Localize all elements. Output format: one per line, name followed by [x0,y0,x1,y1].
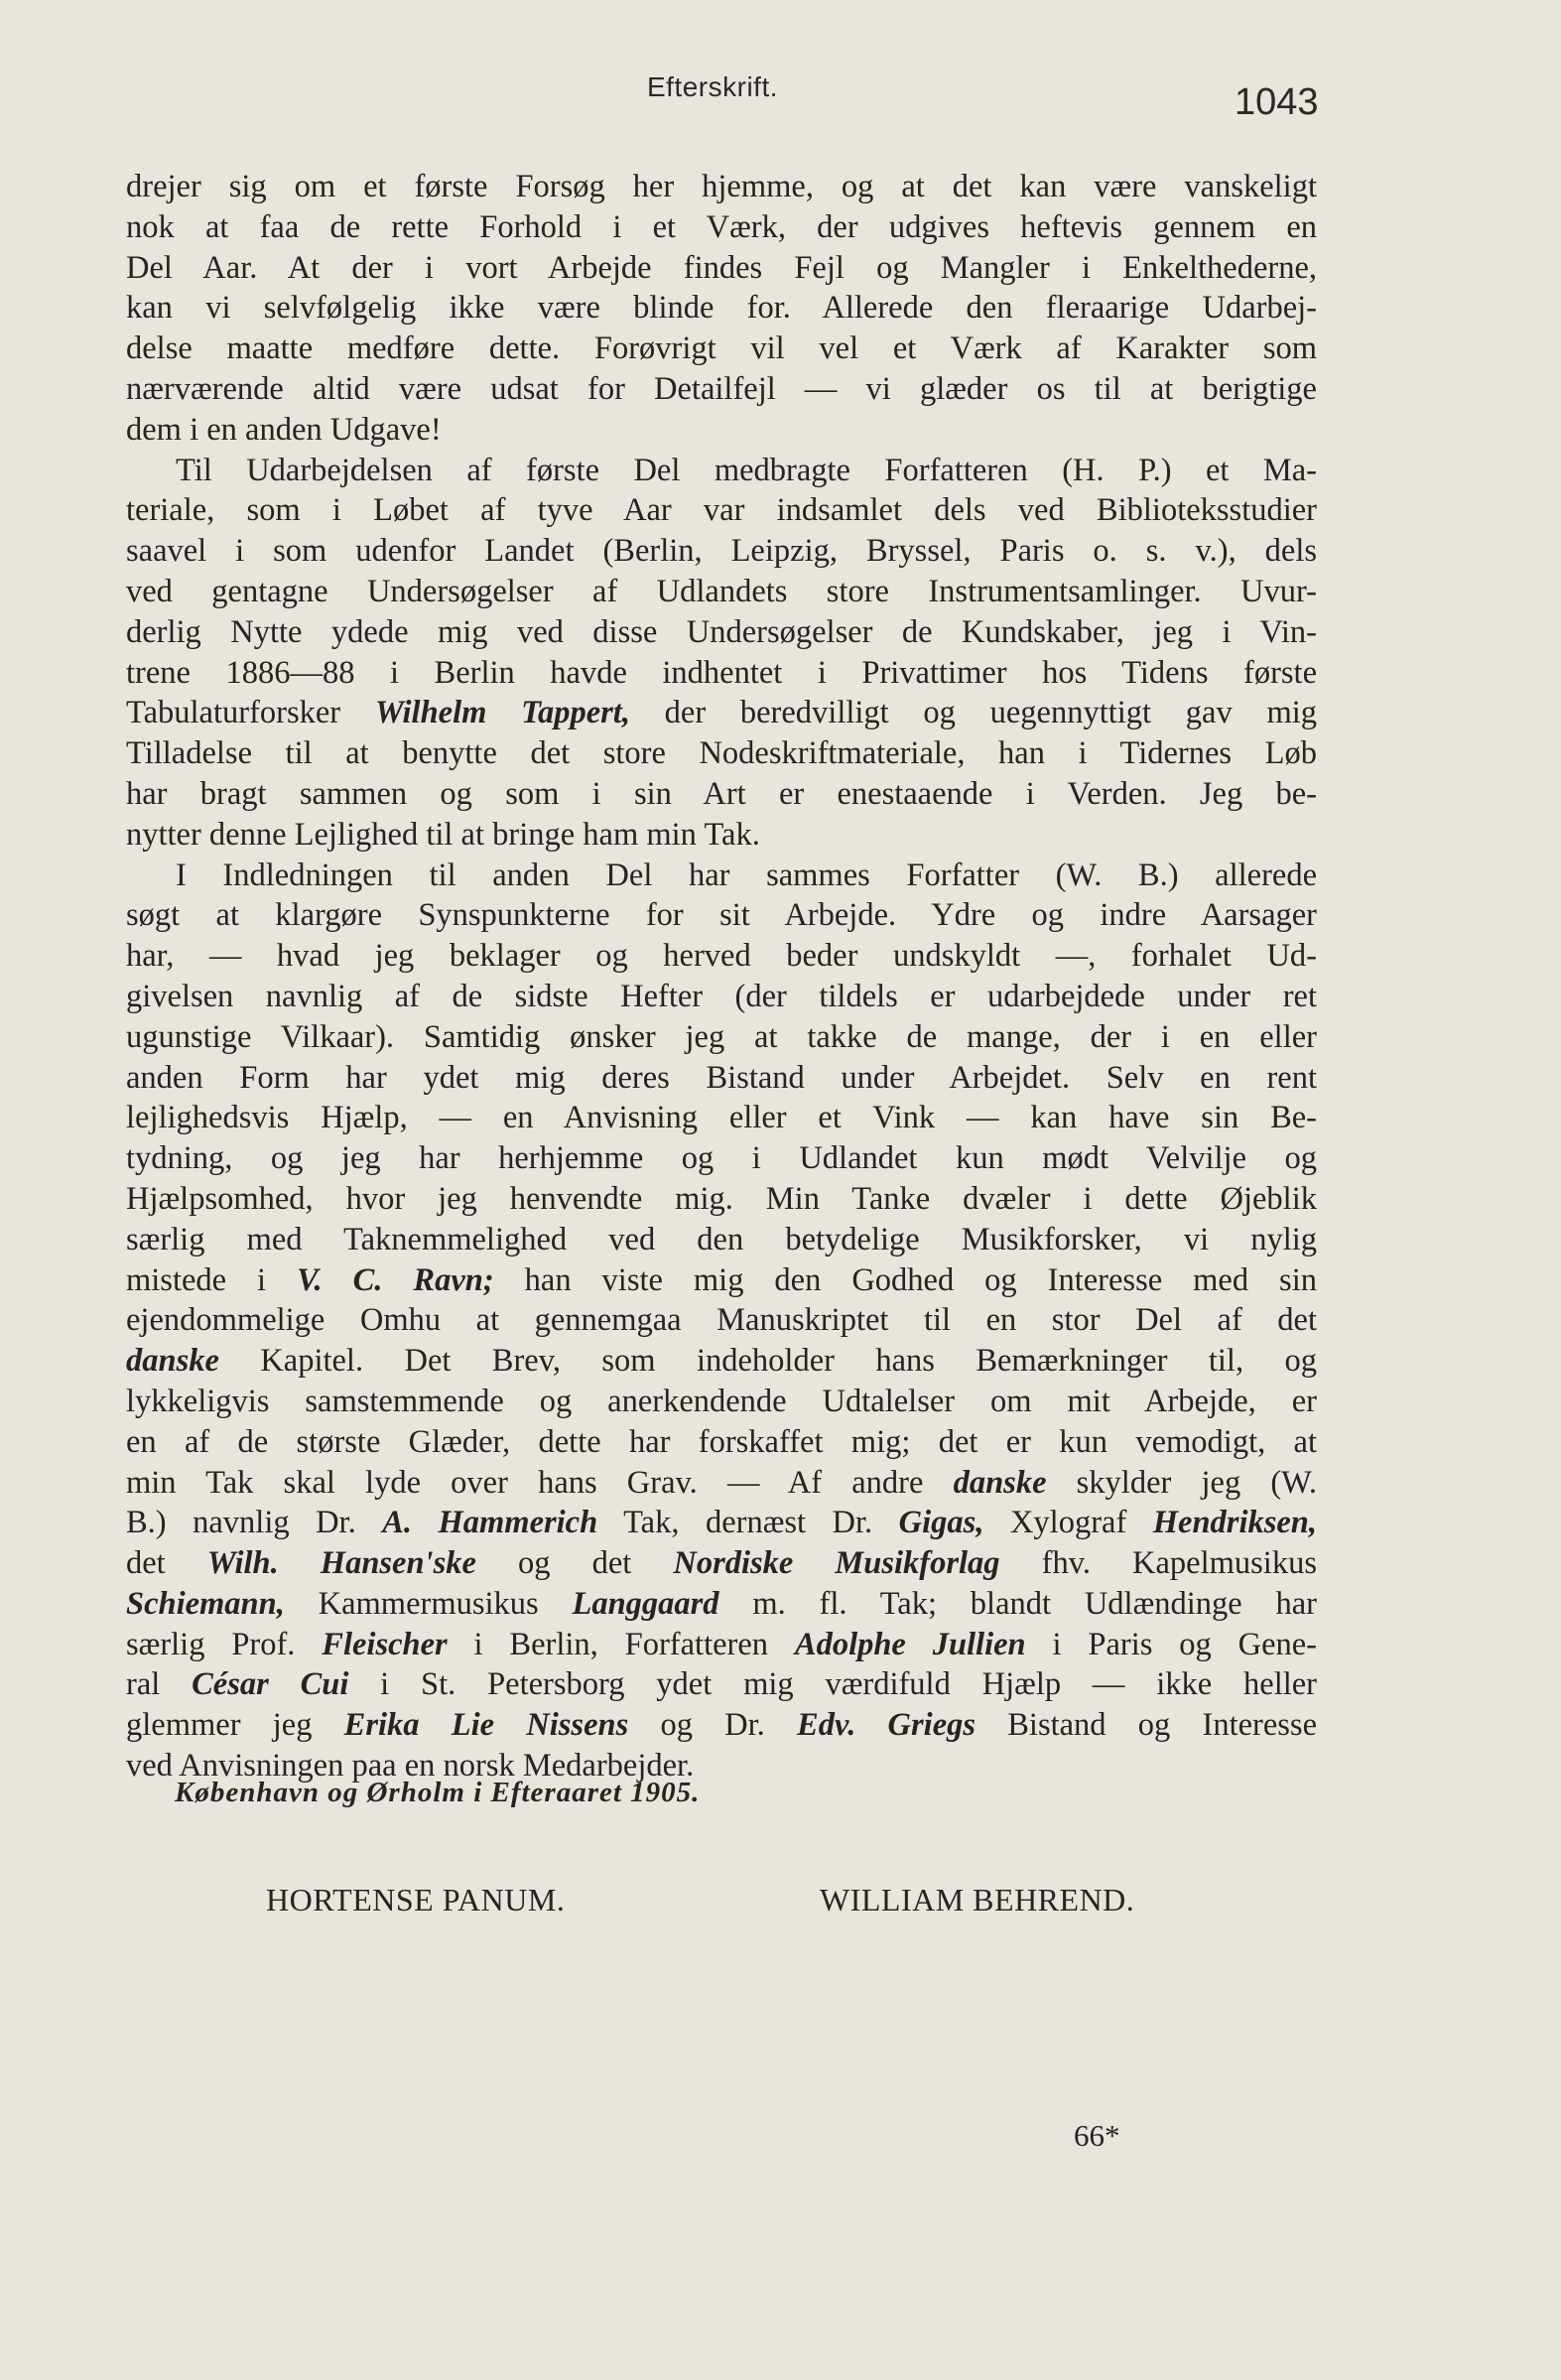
text-line: B.) navnlig Dr. A. Hammerich Tak, dernæst Dr. Gigas, Xylograf Hendriksen, [126,1505,1317,1541]
text-line: har, — hvad jeg beklager og herved beder undskyldt —, forhalet Ud- [126,938,1317,975]
text-line: saavel i som udenfor Landet (Berlin, Leipzig, Bryssel, Paris o. s. v.), dels [126,533,1317,570]
text-line: trene 1886—88 i Berlin havde indhentet i Privattimer hos Tidens første [126,654,1317,691]
text-line: særlig Prof. Fleischer i Berlin, Forfatteren Adolphe Jullien i Paris og Gene- [126,1626,1317,1662]
text-line: lejlighedsvis Hjælp, — en Anvisning eller et Vink — kan have sin Be- [126,1100,1317,1136]
emphasized-name: Edv. Griegs [797,1707,976,1744]
text-line: det Wilh. Hansen'ske og det Nordiske Musikforlag fhv. Kapelmusikus [126,1545,1317,1582]
running-head: Efterskrift. [647,71,779,102]
text-line: Tabulaturforsker Wilhelm Tappert, der beredvilligt og uegennyttigt gav mig [126,695,1318,731]
emphasized-name: A. Hammerich [382,1505,598,1541]
text-line: ugunstige Vilkaar). Samtidig ønsker jeg at takke de mange, der i en eller [126,1018,1317,1055]
text-line: kan vi selvfølgelig ikke være blinde for. Allerede den fleraarige Udarbej- [126,290,1317,327]
text-line: tydning, og jeg har herhjemme og i Udlandet kun mødt Velvilje og [126,1140,1317,1177]
emphasized-name: Langgaard [572,1585,719,1622]
text-line: min Tak skal lyde over hans Grav. — Af andre danske skylder jeg (W. [126,1464,1317,1501]
text-line: ved Anvisningen paa en norsk Medarbejder. [126,1748,695,1785]
text-line: nok at faa de rette Forhold i et Værk, der udgives heftevis gennem en [126,208,1317,245]
text-line: Til Udarbejdelsen af første Del medbragte Forfatteren (H. P.) et Ma- [176,452,1317,488]
place-date-line: København og Ørholm i Efteraaret 1905. [175,1777,701,1808]
emphasized-name: Erika Lie Nissens [343,1707,629,1744]
emphasized-name: Schiemann, [126,1585,285,1622]
text-line: særlig med Taknemmelighed ved den betydelige Musikforsker, vi nylig [126,1221,1317,1257]
emphasized-name: Adolphe Jullien [794,1626,1026,1662]
text-line: Del Aar. At der i vort Arbejde findes Fejl og Mangler i Enkelthederne, [126,249,1317,286]
emphasized-name: Fleischer [322,1626,448,1662]
text-line: mistede i V. C. Ravn; han viste mig den Godhed og Interesse med sin [126,1261,1317,1298]
text-line: anden Form har ydet mig deres Bistand under Arbejdet. Selv en rent [126,1059,1317,1096]
page-number: 1043 [1235,81,1319,123]
text-line: har bragt sammen og som i sin Art er enestaaende i Verden. Jeg be- [126,775,1317,812]
text-line: Schiemann, Kammermusikus Langgaard m. fl. Tak; blandt Udlændinge har [126,1585,1317,1622]
text-line: teriale, som i Løbet af tyve Aar var indsamlet dels ved Biblioteksstudier [126,492,1317,529]
emphasized-name: V. C. Ravn; [297,1261,494,1298]
emphasized-name: danske [953,1464,1047,1501]
emphasized-name: Wilh. Hansen'ske [206,1545,476,1582]
emphasized-name: Nordiske Musikforlag [673,1545,1000,1582]
emphasized-name: Wilhelm Tappert, [374,695,630,731]
emphasized-name: Gigas, [898,1505,984,1541]
text-line: drejer sig om et første Forsøg her hjemme, og at det kan være vanskeligt [126,169,1317,204]
text-line: ral César Cui i St. Petersborg ydet mig værdifuld Hjælp — ikke heller [126,1666,1317,1703]
signature-william-behrend: WILLIAM BEHREND. [820,1882,1135,1917]
text-line: ved gentagne Undersøgelser af Udlandets store Instrumentsamlinger. Uvur- [126,573,1317,609]
emphasized-name: Hendriksen, [1152,1505,1317,1541]
text-line: givelsen navnlig af de sidste Hefter (der tildels er udarbejdede under ret [126,978,1317,1014]
text-line: danske Kapitel. Det Brev, som indeholder hans Bemærkninger til, og [126,1343,1317,1380]
text-line: glemmer jeg Erika Lie Nissens og Dr. Edv. Griegs Bistand og Interesse [126,1707,1317,1744]
emphasized-name: danske [126,1343,219,1380]
emphasized-name: César Cui [192,1666,349,1703]
text-line: nærværende altid være udsat for Detailfejl — vi glæder os til at berigtige [126,370,1317,407]
text-line: dem i en anden Udgave! [126,411,442,448]
text-line: lykkeligvis samstemmende og anerkendende Udtalelser om mit Arbejde, er [126,1383,1317,1419]
text-line: ejendommelige Omhu at gennemgaa Manuskriptet til en stor Del af det [126,1302,1317,1339]
text-line: nytter denne Lejlighed til at bringe ham min Tak. [126,816,760,853]
text-line: Hjælpsomhed, hvor jeg henvendte mig. Min Tanke dvæler i dette Øjeblik [126,1180,1317,1217]
body-text [126,167,1317,1786]
signature-hortense-panum: HORTENSE PANUM. [266,1882,566,1917]
text-line: delse maatte medføre dette. Forøvrigt vil vel et Værk af Karakter som [126,331,1317,367]
text-line: søgt at klargøre Synspunkterne for sit Arbejde. Ydre og indre Aarsager [126,897,1317,934]
text-line: I Indledningen til anden Del har sammes Forfatter (W. B.) allerede [176,857,1317,893]
signature-mark: 66* [1074,2118,1120,2153]
text-line: Tilladelse til at benytte det store Nodeskriftmateriale, han i Tidernes Løb [126,735,1317,772]
text-line: derlig Nytte ydede mig ved disse Undersøgelser de Kundskaber, jeg i Vin- [126,613,1317,650]
text-line: en af de største Glæder, dette har forskaffet mig; det er kun vemodigt, at [126,1423,1317,1460]
